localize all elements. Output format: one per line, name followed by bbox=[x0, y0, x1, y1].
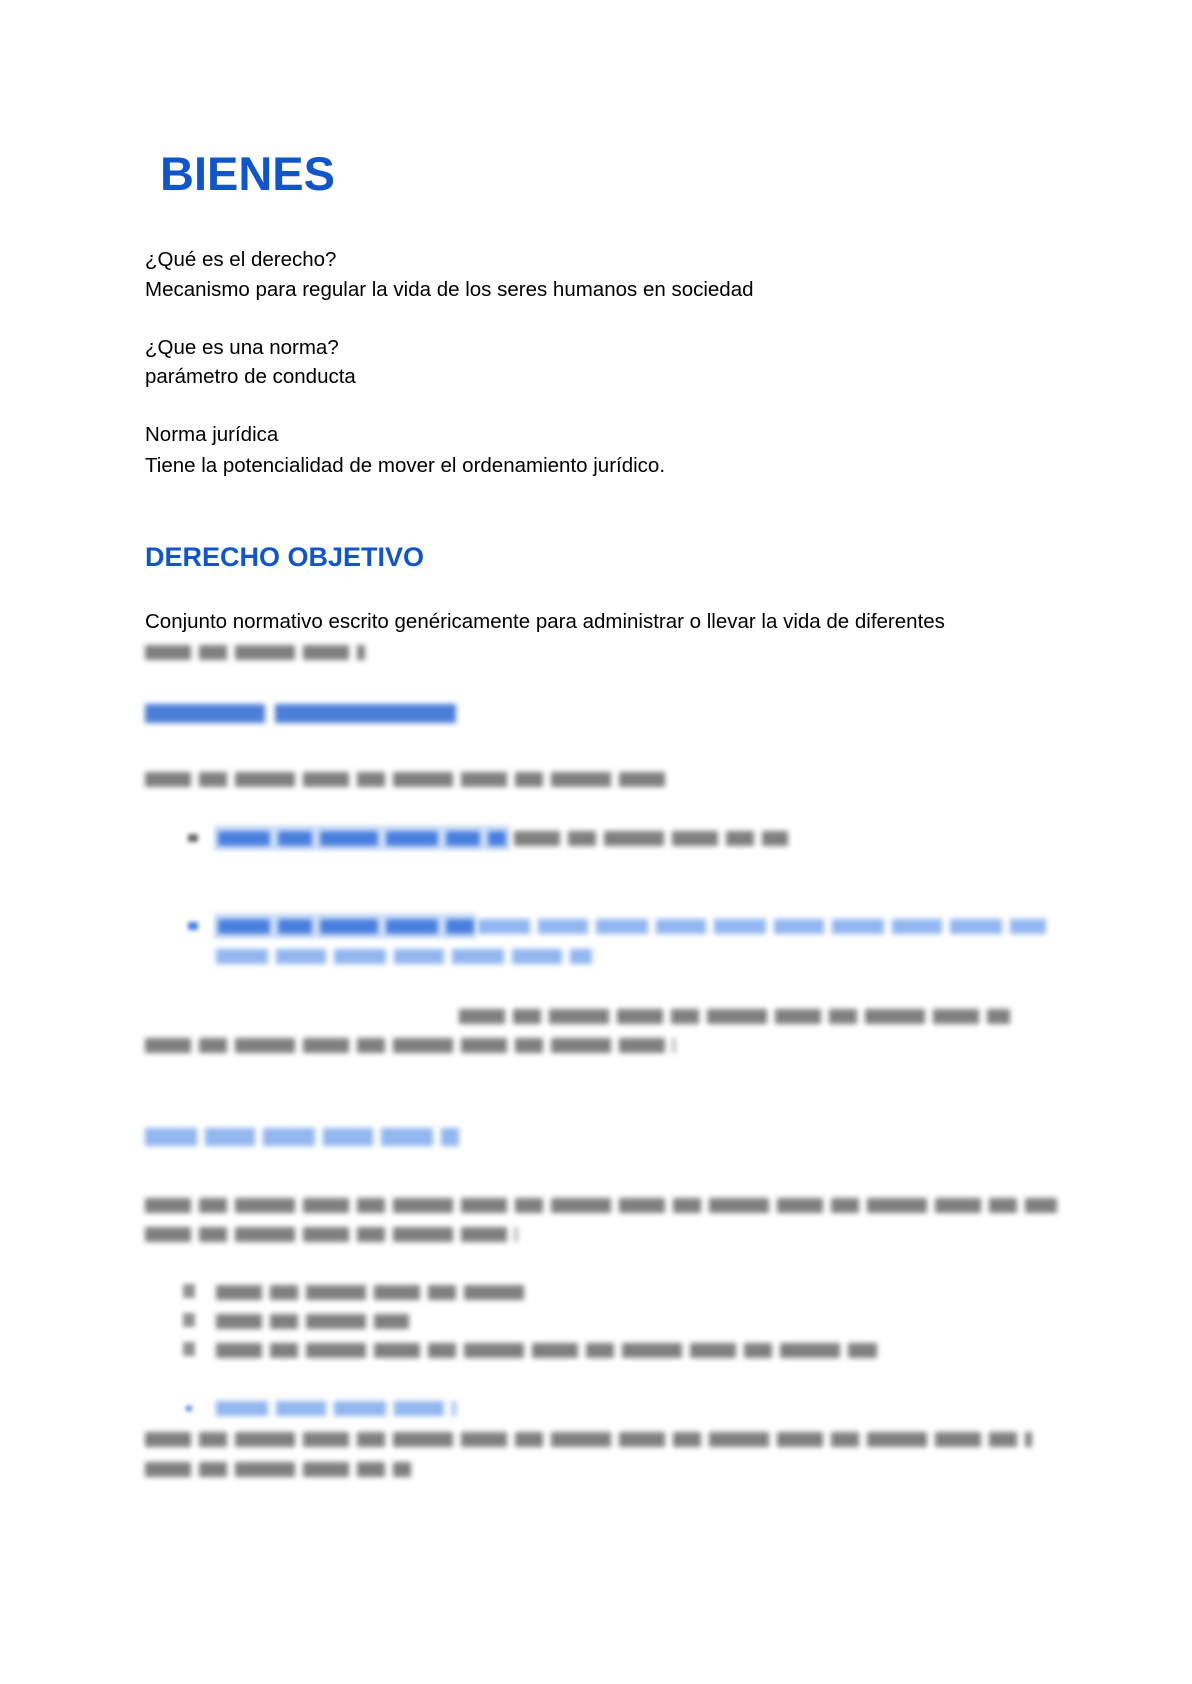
question-norma: ¿Que es una norma? bbox=[145, 336, 339, 359]
blurred-text-line bbox=[145, 1038, 675, 1053]
blurred-list-item bbox=[216, 1343, 877, 1358]
bullet-icon bbox=[188, 834, 198, 842]
blurred-subheading bbox=[216, 1401, 456, 1416]
blurred-link-text bbox=[218, 919, 474, 934]
answer-norma: parámetro de conducta bbox=[145, 365, 356, 388]
answer-derecho: Mecanismo para regular la vida de los seres humanos en sociedad bbox=[145, 278, 754, 301]
blurred-link-text bbox=[218, 831, 506, 846]
blurred-text-line bbox=[478, 919, 1046, 934]
list-number bbox=[183, 1313, 195, 1327]
blurred-text-line bbox=[145, 1462, 411, 1477]
norma-juridica-description: Tiene la potencialidad de mover el ordenamiento jurídico. bbox=[145, 454, 666, 477]
blurred-text-line bbox=[459, 1009, 1010, 1024]
document-title: BIENES bbox=[160, 147, 335, 200]
section-heading-derecho-objetivo: DERECHO OBJETIVO bbox=[145, 542, 425, 572]
blurred-text-line bbox=[514, 831, 788, 846]
blurred-text-line bbox=[145, 1432, 1032, 1447]
blurred-heading bbox=[145, 704, 456, 723]
list-number bbox=[183, 1284, 195, 1298]
blurred-text-line bbox=[145, 1198, 1057, 1213]
blurred-list-item bbox=[216, 1314, 409, 1329]
blurred-heading bbox=[145, 1128, 459, 1146]
blurred-text-line bbox=[145, 645, 365, 660]
derecho-objetivo-paragraph: Conjunto normativo escrito genéricamente para administrar o llevar la vida de diferentes bbox=[145, 610, 945, 633]
bullet-icon bbox=[186, 1406, 192, 1411]
question-derecho: ¿Qué es el derecho? bbox=[145, 248, 337, 271]
blurred-text-line bbox=[145, 772, 665, 787]
list-number bbox=[183, 1342, 195, 1356]
blurred-list-item bbox=[216, 1285, 532, 1300]
blurred-text-line bbox=[216, 949, 592, 964]
bullet-icon bbox=[188, 922, 198, 930]
norma-juridica-label: Norma jurídica bbox=[145, 423, 279, 446]
blurred-text-line bbox=[145, 1227, 517, 1242]
